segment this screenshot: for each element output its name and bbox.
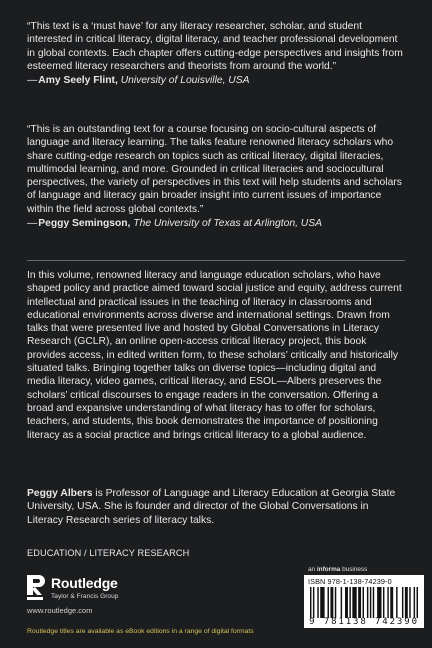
praise-quote-1 <box>27 20 403 87</box>
isbn-text: ISBN 978-1-138-74239-0 <box>308 577 392 586</box>
attribution-affiliation: The University of Texas at Arlington, USA <box>133 218 322 230</box>
attribution-affiliation: University of Louisville, USA <box>120 75 250 87</box>
routledge-logo-icon <box>27 575 47 603</box>
praise-quote-text: “This text is a ‘must have’ for any literacy researcher, scholar, and student interested in critical literacy, digital literacy, and teacher professional development in global contexts. Each chapter offers cutting-edge perspectives and insights from esteemed literacy researchers and theorists from around the world.” <box>27 21 403 72</box>
subject-category: EDUCATION / LITERACY RESEARCH <box>27 548 190 558</box>
attribution-name: Peggy Semingson, <box>38 218 131 230</box>
business-prefix: an <box>308 566 317 573</box>
attribution-name: Amy Seely Flint, <box>38 75 118 87</box>
barcode-panel <box>304 575 424 628</box>
ebook-footer-note: Routledge titles are available as eBook editions in a range of digital formats <box>27 628 254 635</box>
barcode-digits: 9 781138 742390 <box>309 617 419 627</box>
barcode-icon <box>310 587 418 618</box>
business-suffix: business <box>340 566 368 573</box>
author-name: Peggy Albers <box>27 488 93 499</box>
praise-attribution <box>27 74 403 87</box>
book-description: In this volume, renowned literacy and language education scholars, who have shaped policy and practice aimed toward social justice and equity, address current intellectual and practical issues in the teaching of literacy in classrooms and educational environments across diverse and international settings. Drawn from talks that were presented live and hosted by Global Conversations in Literacy Research (GCLR), an online open-access critical literacy project, this book provides access, in edited written form, to these scholars’ critically and historically situated talks. Bringing together talks on diverse topics—including digital and media literacy, video games, critical literacy, and ESOL—Albers preserves the scholars’ critical discourses to engage readers in the conversation. Offering a broad and expansive understanding of what literacy has to offer for scholars, teachers, and students, this book demonstrates the importance of positioning literacy as a social practice and brings critical literacy to a global audience. <box>27 270 402 441</box>
attribution-dash: — <box>27 218 38 230</box>
author-bio <box>27 487 405 527</box>
section-divider <box>27 260 405 261</box>
praise-quote-2 <box>27 123 403 230</box>
praise-quote-text: “This is an outstanding text for a course focusing on socio-cultural aspects of language and literacy learning. The talks feature renowned literacy scholars who share cutting-edge research on topics such as critical literacy, digital literacies, multimodal learning, and more. Grounded in critical literacies and sociocultural perspectives, the variety of perspectives in this text will help students and scholars of language and literacy gain broader insight into current issues of importance within the field across global contexts.” <box>27 124 402 215</box>
attribution-dash: — <box>27 75 38 87</box>
praise-attribution <box>27 217 403 230</box>
publisher-name: Routledge <box>51 575 118 591</box>
publisher-website: www.routledge.com <box>27 606 93 615</box>
informa-business-label <box>308 566 367 573</box>
business-brand: informa <box>316 566 341 573</box>
author-bio-text: is Professor of Language and Literacy Education at Georgia State University, USA. She is founder and director of the Global Conversations in Literacy Research series of literacy talks. <box>27 488 396 526</box>
publisher-subtitle: Taylor & Francis Group <box>51 593 119 600</box>
